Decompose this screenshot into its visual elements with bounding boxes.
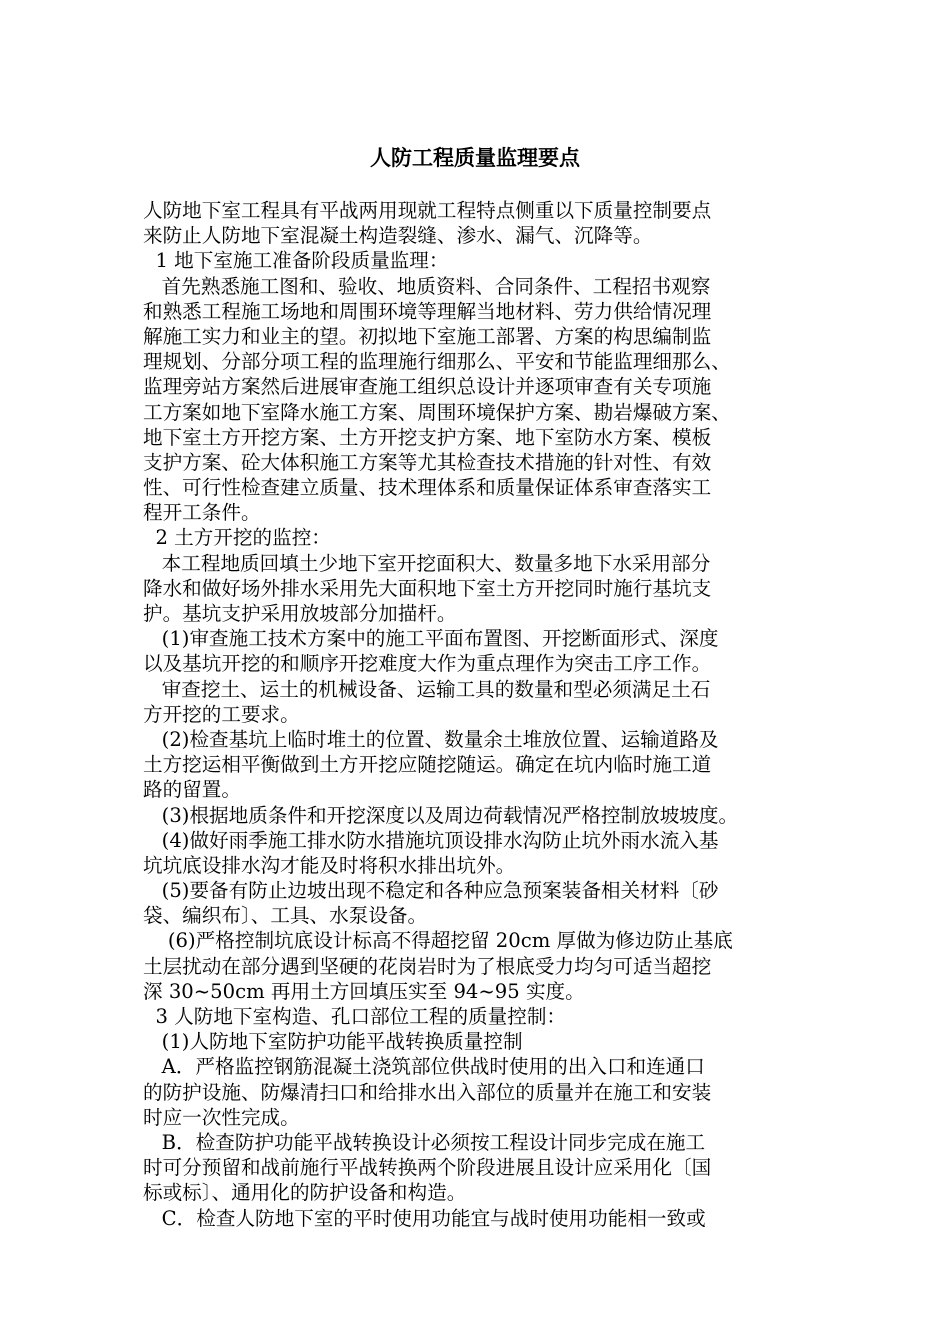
body-line: 护。基坑支护采用放坡部分加描杆。 xyxy=(143,602,457,625)
body-line: 解施工实力和业主的望。初拟地下室施工部署、方案的构思编制监 xyxy=(143,324,712,348)
body-line: 性、可行性检查建立质量、技术理体系和质量保证体系审查落实工 xyxy=(143,476,712,500)
body-line: 土层扰动在部分遇到坚硬的花岗岩时为了根底受力均匀可适当超挖 xyxy=(143,954,712,978)
body-line: A．严格监控钢筋混凝土浇筑部位供战时使用的出入口和连通口 xyxy=(143,1055,705,1079)
body-line: 来防止人防地下室混凝土构造裂缝、渗水、漏气、沉降等。 xyxy=(143,224,653,248)
body-line: (3)根据地质条件和开挖深度以及周边荷载情况严格控制放坡坡度。 xyxy=(143,803,739,827)
body-line: 人防地下室工程具有平战两用现就工程特点侧重以下质量控制要点 xyxy=(143,199,712,222)
body-line: 以及基坑开挖的和顺序开挖难度大作为重点理作为突击工序工作。 xyxy=(143,652,712,676)
body-line: 本工程地质回填土少地下室开挖面积大、数量多地下水采用部分 xyxy=(143,551,711,575)
body-line: 路的留置。 xyxy=(143,778,241,802)
body-line: 标或标〕、通用化的防护设备和构造。 xyxy=(143,1181,467,1205)
body-line: (1)审查施工技术方案中的施工平面布置图、开挖断面形式、深度 xyxy=(143,627,719,651)
body-line: 时可分预留和战前施行平战转换两个阶段进展且设计应采用化〔国 xyxy=(143,1156,712,1180)
section-heading: 1 地下室施工准备阶段质量监理： xyxy=(143,249,449,273)
section-heading: 2 土方开挖的监控： xyxy=(143,526,331,550)
body-line: 深 30~50cm 再用土方回填压实至 94~95 实度。 xyxy=(143,979,585,1003)
body-line: 方开挖的工要求。 xyxy=(143,702,300,726)
document-title: 人防工程质量监理要点 xyxy=(370,146,580,170)
body-line: 时应一次性完成。 xyxy=(143,1105,300,1129)
body-line: 审查挖土、运土的机械设备、运输工具的数量和型必须满足土石 xyxy=(143,677,711,701)
section-heading: 3 人防地下室构造、孔口部位工程的质量控制： xyxy=(143,1005,567,1028)
body-line: 地下室土方开挖方案、土方开挖支护方案、地下室防水方案、模板 xyxy=(143,425,712,449)
document-body xyxy=(143,198,823,1231)
body-line: 降水和做好场外排水采用先大面积地下室土方开挖同时施行基坑支 xyxy=(143,576,712,600)
body-line: 支护方案、砼大体积施工方案等尤其检查技术措施的针对性、有效 xyxy=(143,450,712,474)
body-line: 程开工条件。 xyxy=(143,501,261,525)
body-line: 袋、编织布〕、工具、水泵设备。 xyxy=(143,904,428,928)
body-line: (1)人防地下室防护功能平战转换质量控制 xyxy=(143,1030,523,1054)
body-line: 理规划、分部分项工程的监理施行细那么、平安和节能监理细那么、 xyxy=(143,350,731,374)
body-line: 土方挖运相平衡做到土方开挖应随挖随运。确定在坑内临时施工道 xyxy=(143,753,712,777)
body-line: (4)做好雨季施工排水防水措施坑顶设排水沟防止坑外雨水流入基 xyxy=(143,828,719,852)
body-line: 的防护设施、防爆清扫口和给排水出入部位的质量并在施工和安装 xyxy=(143,1080,712,1104)
body-line: (6)严格控制坑底设计标高不得超挖留 20cm 厚做为修边防止基底 xyxy=(143,929,733,953)
body-line: 工方案如地下室降水施工方案、周围环境保护方案、勘岩爆破方案、 xyxy=(143,400,731,424)
body-line: 坑坑底设排水沟才能及时将积水排出坑外。 xyxy=(143,853,516,877)
body-line: C．检查人防地下室的平时使用功能宜与战时使用功能相一致或 xyxy=(143,1206,706,1230)
body-line: 首先熟悉施工图和、验收、地质资料、合同条件、工程招书观察 xyxy=(143,274,711,298)
body-line: 和熟悉工程施工场地和周围环境等理解当地材料、劳力供给情况理 xyxy=(143,299,712,323)
body-line: (5)要备有防止边坡出现不稳定和各种应急预案装备相关材料〔砂 xyxy=(143,879,719,903)
body-line: (2)检查基坑上临时堆土的位置、数量余土堆放位置、运输道路及 xyxy=(143,727,719,751)
body-line: 监理旁站方案然后进展审查施工组织总设计并逐项审查有关专项施 xyxy=(143,375,712,399)
body-line: B．检查防护功能平战转换设计必须按工程设计同步完成在施工 xyxy=(143,1130,706,1154)
